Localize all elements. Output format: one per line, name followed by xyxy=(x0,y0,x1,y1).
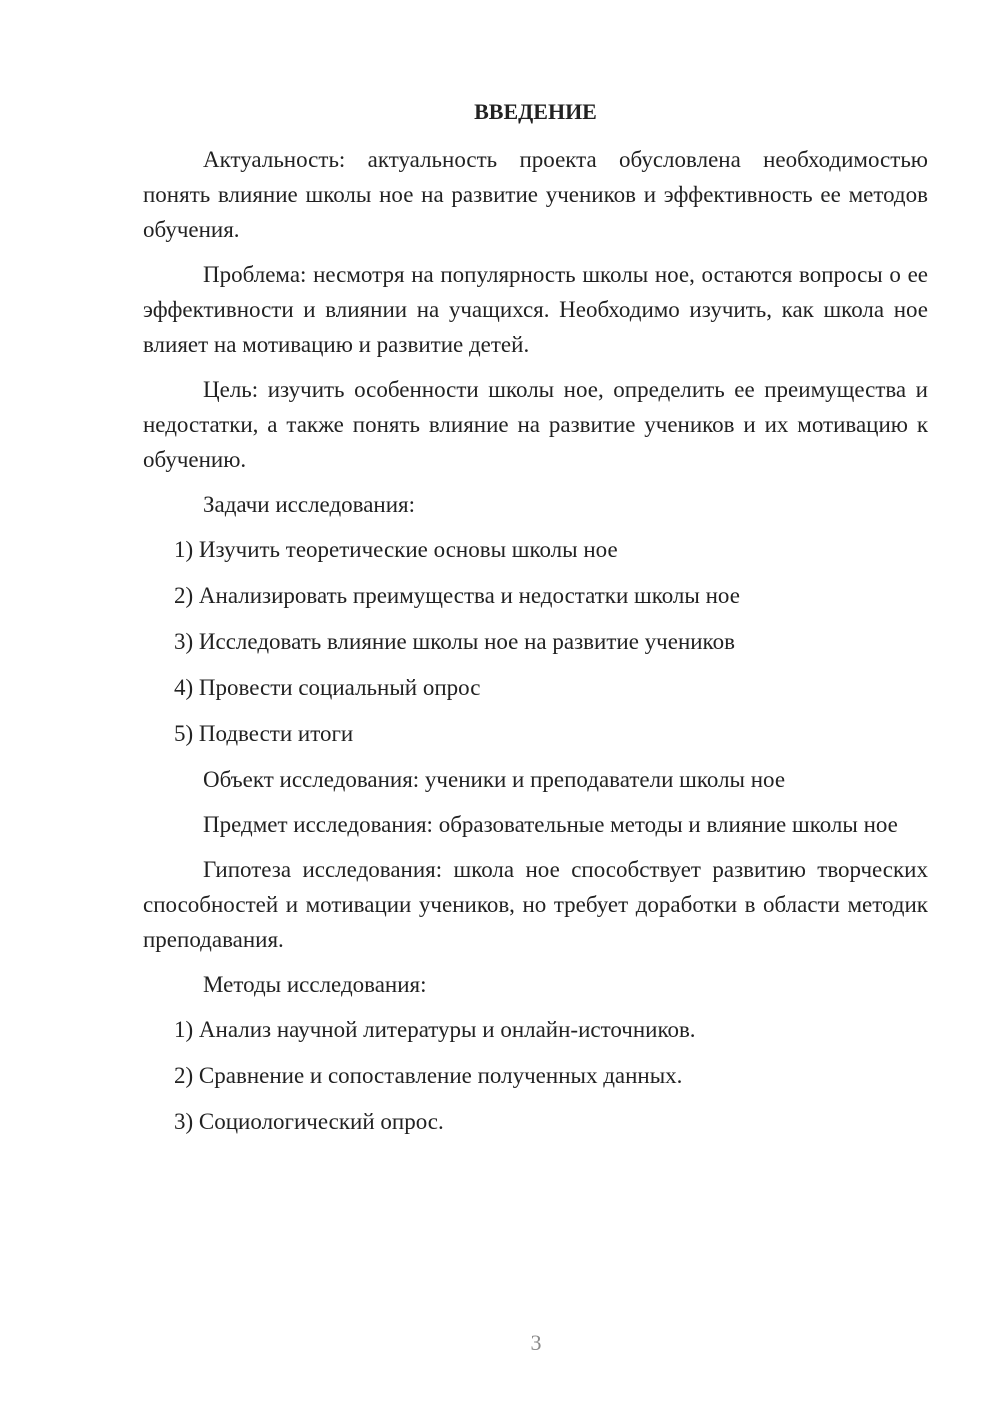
tasks-heading: Задачи исследования: xyxy=(203,492,416,517)
page-number: 3 xyxy=(530,1330,542,1355)
subject-paragraph: Предмет исследования: образовательные методы и влияние школы ное xyxy=(203,812,898,837)
method-item: 2) Сравнение и сопоставление полученных данных. xyxy=(174,1063,683,1088)
page-title: ВВЕДЕНИЕ xyxy=(474,99,597,124)
document-body xyxy=(143,97,928,1150)
goal-paragraph: Цель: изучить особенности школы ное, определить ее преимущества и недостатки, а также понять влияние на развитие учеников и их мотивацию к обучению. xyxy=(143,377,928,472)
object-paragraph: Объект исследования: ученики и преподаватели школы ное xyxy=(203,767,786,792)
task-item: 4) Провести социальный опрос xyxy=(174,675,481,700)
task-item: 2) Анализировать преимущества и недостатки школы ное xyxy=(174,583,740,608)
task-item: 3) Исследовать влияние школы ное на развитие учеников xyxy=(174,629,735,654)
task-item: 1) Изучить теоретические основы школы ное xyxy=(174,537,618,562)
method-item: 3) Социологический опрос. xyxy=(174,1109,444,1134)
methods-heading: Методы исследования: xyxy=(203,972,427,997)
relevance-paragraph: Актуальность: актуальность проекта обусловлена необходимостью понять влияние школы ное на развитие учеников и эффективность ее методов обучения. xyxy=(143,147,928,242)
problem-paragraph: Проблема: несмотря на популярность школы ное, остаются вопросы о ее эффективности и влиянии на учащихся. Необходимо изучить, как школа ное влияет на мотивацию и развитие детей. xyxy=(143,262,928,357)
task-item: 5) Подвести итоги xyxy=(174,721,354,746)
method-item: 1) Анализ научной литературы и онлайн-источников. xyxy=(174,1017,696,1042)
hypothesis-paragraph: Гипотеза исследования: школа ное способствует развитию творческих способностей и мотивации учеников, но требует доработки в области методик преподавания. xyxy=(143,857,928,952)
